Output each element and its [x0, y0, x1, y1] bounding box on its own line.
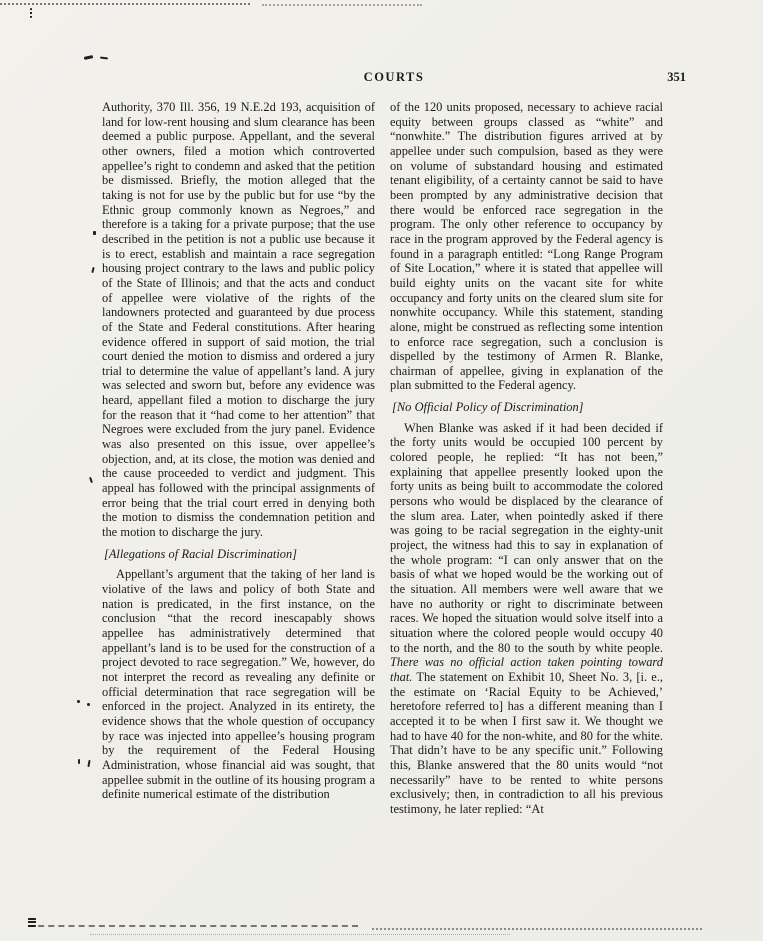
scan-dotted-edge-top [262, 4, 422, 6]
section-heading: [Allegations of Racial Discrimination] [104, 546, 297, 561]
scan-dotted-edge-bottom [90, 934, 510, 935]
scan-ink-mark [87, 760, 90, 767]
left-column [102, 100, 375, 817]
paragraph: Appellant’s argument that the taking of her land is violative of the laws and policy of both State and nation is predicated, in the first instance, on the conclusion “that the record inescapably shows appellee has administratively determined that appellant’s land is to be used for the construction of a project devoted to race segregation.” We, however, do not interpret the record as revealing any definite or official determination that race segregation will be enforced in the project. Analyzed in its entirety, the evidence shows that the whole question of occupancy by race was injected into appellee’s housing program by the requirement of the Federal Housing Administration, whose financial aid was sought, that appellee submit in the outline of its housing program a definite numerical estimate of the distribution [102, 567, 375, 802]
running-head [102, 70, 686, 86]
scan-ink-mark [93, 231, 96, 235]
scan-ink-mark [30, 8, 32, 18]
paragraph: When Blanke was asked if it had been decided if the forty units would be occupied 100 percent by colored people, he replied: “It has not been,” explaining that appellee presently looked upon the forty units as being built to accommodate the colored persons who would be displaced by the clearance of the slum area. Later, when pointedly asked if there was going to be racial segregation in the eighty-unit project, the witness had this to say in explanation of the whole program: “I can only answer that on the basis of what we hoped would be the working out of the situation. All members were well aware that we have no authority or right to discriminate between races. We hoped the situation would solve itself into a situation where the colored people would occupy 40 to the north, and the 80 to the south by white people. There was no official action taken pointing toward that. The statement on Exhibit 10, Sheet No. 3, [i. e., the estimate on ‘Racial Equity to be Achieved,’ heretofore referred to] has a different meaning than I accepted it to be when I first saw it. We thought we had to have 40 for the non-white, and 80 for the white. That didn’t have to be any specific unit.” Following this, Blanke answered that the 80 units would “not necessarily” have to be rented to white persons exclusively; then, in contradiction to all his previous testimony, he later replied: “At [390, 420, 663, 816]
scan-dotted-edge-top [0, 3, 250, 5]
scan-ink-mark [87, 703, 90, 706]
scan-ink-mark [28, 918, 36, 927]
scan-ink-mark [77, 700, 80, 703]
page-number: 351 [667, 70, 686, 84]
paragraph: of the 120 units proposed, necessary to achieve racial equity between groups classed as “white” and “nonwhite.” The distribution figures arrived at by appellee under such compulsion, based as they were on volume of substandard housing and estimated tenant eligibility, of a certainty cannot be said to have been prompted by any administrative decision that there would be enforced race segregation in the program. The only other reference to occupancy by race in the program approved by the Federal agency is found in a paragraph entitled: “Long Range Program of Site Location,” where it is stated that appellee will build eighty units on the vacant site for white occupancy and forty units on the cleared slum site for nonwhite occupancy. While this statement, standing alone, might be construed as reflecting some intention to enforce race segregation, such a conclusion is dispelled by the testimony of Armen R. Blanke, chairman of appellee, giving in explanation of the plan submitted to the Federal agency. [390, 100, 663, 393]
paragraph: Authority, 370 Ill. 356, 19 N.E.2d 193, acquisition of land for low-rent housing and slum clearance has been deemed a public purpose. Appellant, and the several other owners, filed a motion which controverted appellee’s right to condemn and asked that the petition be dismissed. Briefly, the motion alleged that the taking is not for use by the public but for use “by the Ethnic group commonly known as Negroes,” and therefore is a taking for a private purpose; that the use described in the petition is not a public use because it is to erect, establish and maintain a race segregation housing project contrary to the laws and public policy of the State of Illinois; and that the acts and conduct of appellee were violative of the rights of the landowners protected and guaranteed by due process of the State and Federal constitutions. After hearing evidence offered in support of said motion, the trial court denied the motion to dismiss and ordered a jury trial to determine the value of appellant’s land. A jury was selected and sworn but, before any evidence was heard, appellant filed a motion to discharge the jury for the reason that it “had come to her attention” that Negroes were excluded from the jury panel. Evidence was also presented on this issue, over appellee’s objection, and, at its close, the motion was denied and the cause proceeded to verdict and judgment. This appeal has followed with the principal assignments of error being that the trial court erred in denying both the motion to dismiss the condemnation petition and the motion to discharge the jury. [102, 100, 375, 540]
scan-ink-mark [78, 759, 80, 764]
scan-ink-mark [84, 55, 93, 60]
section-heading: [No Official Policy of Discrimination] [392, 400, 584, 415]
page-content [102, 70, 686, 817]
two-column-text [102, 100, 663, 817]
scan-dotted-edge-bottom [28, 925, 358, 927]
running-head-title: COURTS [363, 70, 425, 84]
right-column [390, 100, 663, 817]
scan-ink-mark [89, 477, 93, 483]
scan-ink-mark [100, 56, 108, 59]
scan-ink-mark [91, 267, 94, 273]
scan-dotted-edge-bottom [372, 928, 702, 930]
